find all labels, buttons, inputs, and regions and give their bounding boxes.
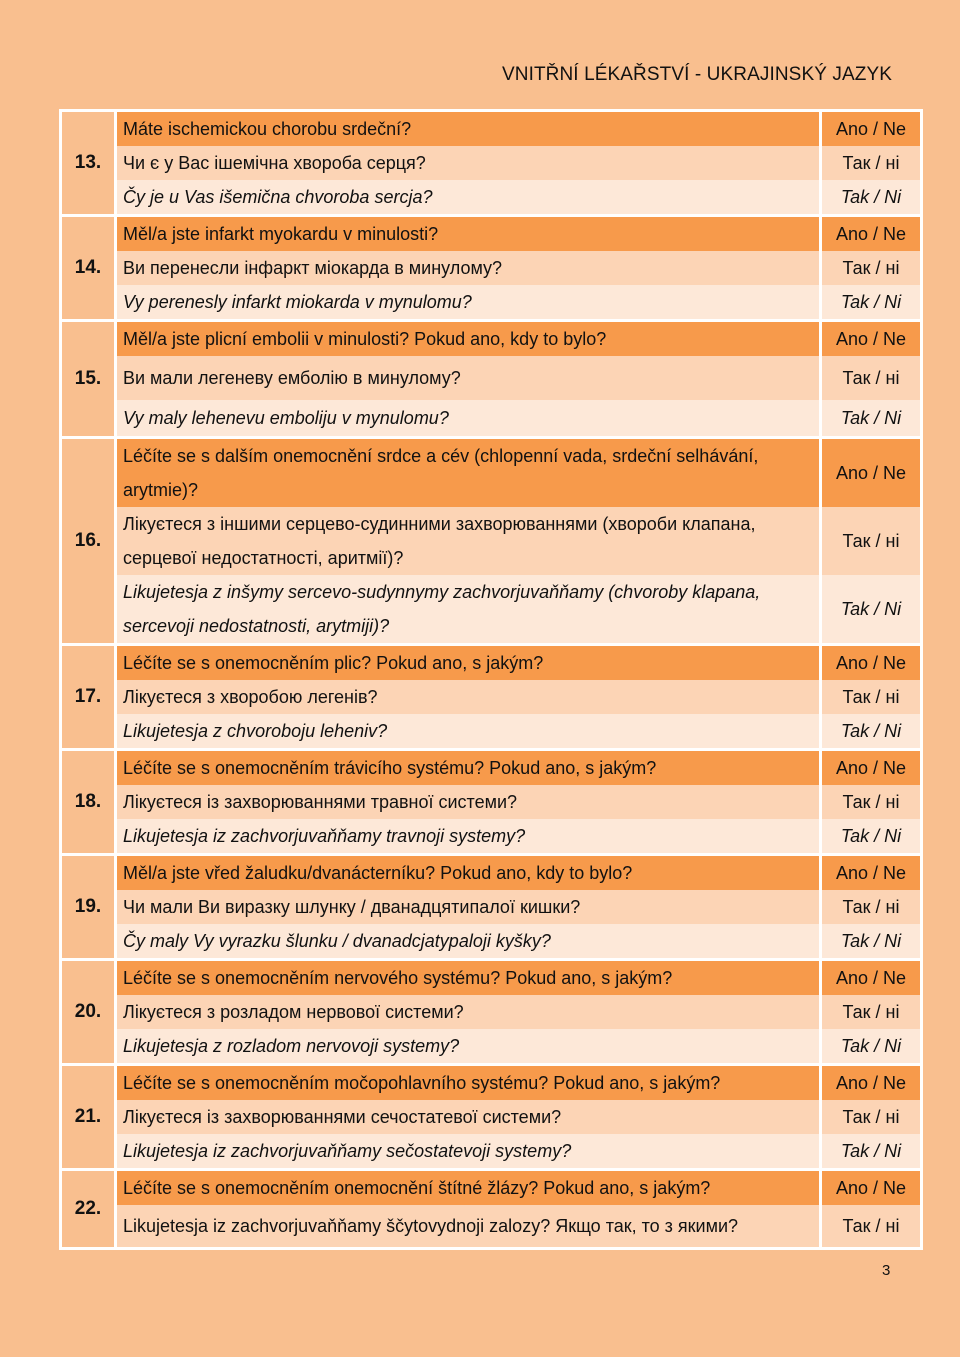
transliteration-answer[interactable]: Tak / Ni xyxy=(822,285,920,319)
ukrainian-question: Лікуєтеся із захворюваннями травної системи? xyxy=(117,785,819,819)
question-row-15 xyxy=(61,321,922,438)
transliteration-answer[interactable]: Tak / Ni xyxy=(822,1029,920,1063)
transliteration-question: Čy maly Vy vyrazku šlunku / dvanadcjatypaloji kyšky? xyxy=(117,924,819,958)
ukrainian-question: Лікуєтеся з іншими серцево-судинними захворюваннями (хвороби клапана, серцевої недостатності, аритмії)? xyxy=(117,507,819,575)
question-number: 13. xyxy=(61,111,116,216)
transliteration-question: Likujetesja z rozladom nervovoji systemy? xyxy=(117,1029,819,1063)
question-number: 15. xyxy=(61,321,116,438)
question-cell xyxy=(116,645,821,750)
ukrainian-answer[interactable]: Так / ні xyxy=(822,680,920,714)
czech-question: Měl/a jste infarkt myokardu v minulosti? xyxy=(117,217,819,251)
transliteration-question: Vy maly lehenevu emboliju v mynulomu? xyxy=(117,400,819,436)
czech-question: Léčíte se s onemocněním močopohlavního systému? Pokud ano, s jakým? xyxy=(117,1066,819,1100)
czech-question: Léčíte se s onemocněním plic? Pokud ano, s jakým? xyxy=(117,646,819,680)
czech-question: Měl/a jste vřed žaludku/dvanácterníku? Pokud ano, kdy to bylo? xyxy=(117,856,819,890)
answer-cell xyxy=(821,645,922,750)
ukrainian-answer[interactable]: Так / ні xyxy=(822,251,920,285)
question-row-19 xyxy=(61,855,922,960)
ukrainian-question: Лікуєтеся з розладом нервової системи? xyxy=(117,995,819,1029)
question-row-16 xyxy=(61,438,922,645)
question-number: 18. xyxy=(61,750,116,855)
transliteration-answer[interactable]: Tak / Ni xyxy=(822,819,920,853)
ukrainian-question: Likujetesja iz zachvorjuvaňňamy ščytovydnoji zalozy? Якщо так, то з якими? xyxy=(117,1205,819,1247)
transliteration-question: Likujetesja z inšymy sercevo-sudynnymy zachvorjuvaňňamy (chvoroby klapana, sercevoji nedostatnosti, arytmiji)? xyxy=(117,575,819,643)
question-cell xyxy=(116,960,821,1065)
ukrainian-answer[interactable]: Так / ні xyxy=(822,356,920,400)
czech-answer[interactable]: Ano / Ne xyxy=(822,751,920,785)
ukrainian-answer[interactable]: Так / ні xyxy=(822,890,920,924)
answer-cell xyxy=(821,438,922,645)
czech-answer[interactable]: Ano / Ne xyxy=(822,1171,920,1205)
question-row-20 xyxy=(61,960,922,1065)
question-cell xyxy=(116,216,821,321)
czech-answer[interactable]: Ano / Ne xyxy=(822,961,920,995)
ukrainian-answer[interactable]: Так / ні xyxy=(822,1205,920,1247)
ukrainian-question: Чи є у Вас ішемічна хвороба серця? xyxy=(117,146,819,180)
answer-cell xyxy=(821,855,922,960)
czech-question: Léčíte se s onemocněním onemocnění štítné žlázy? Pokud ano, s jakým? xyxy=(117,1171,819,1205)
czech-question: Měl/a jste plicní embolii v minulosti? Pokud ano, kdy to bylo? xyxy=(117,322,819,356)
czech-answer[interactable]: Ano / Ne xyxy=(822,1066,920,1100)
answer-cell xyxy=(821,1065,922,1170)
transliteration-answer[interactable]: Tak / Ni xyxy=(822,924,920,958)
question-cell xyxy=(116,750,821,855)
ukrainian-question: Лікуєтеся із захворюваннями сечостатевої системи? xyxy=(117,1100,819,1134)
transliteration-answer[interactable]: Tak / Ni xyxy=(822,400,920,436)
ukrainian-answer[interactable]: Так / ні xyxy=(822,995,920,1029)
question-cell xyxy=(116,855,821,960)
transliteration-answer[interactable]: Tak / Ni xyxy=(822,575,920,643)
question-row-18 xyxy=(61,750,922,855)
czech-answer[interactable]: Ano / Ne xyxy=(822,646,920,680)
question-number: 21. xyxy=(61,1065,116,1170)
page-header: VNITŘNÍ LÉKAŘSTVÍ - UKRAJINSKÝ JAZYK xyxy=(501,64,892,85)
transliteration-question: Vy perenesly infarkt miokarda v mynulomu? xyxy=(117,285,819,319)
answer-cell xyxy=(821,1170,922,1249)
transliteration-question: Likujetesja z chvoroboju leheniv? xyxy=(117,714,819,748)
transliteration-answer[interactable]: Tak / Ni xyxy=(822,1134,920,1168)
transliteration-question: Likujetesja iz zachvorjuvaňňamy travnoji systemy? xyxy=(117,819,819,853)
czech-answer[interactable]: Ano / Ne xyxy=(822,322,920,356)
czech-question: Máte ischemickou chorobu srdeční? xyxy=(117,112,819,146)
ukrainian-question: Ви мали легеневу емболію в минулому? xyxy=(117,356,819,400)
question-cell xyxy=(116,1065,821,1170)
czech-answer[interactable]: Ano / Ne xyxy=(822,856,920,890)
question-cell xyxy=(116,438,821,645)
ukrainian-question: Ви перенесли інфаркт міокарда в минулому? xyxy=(117,251,819,285)
answer-cell xyxy=(821,111,922,216)
question-cell xyxy=(116,321,821,438)
question-row-14 xyxy=(61,216,922,321)
question-number: 20. xyxy=(61,960,116,1065)
question-number: 19. xyxy=(61,855,116,960)
ukrainian-answer[interactable]: Так / ні xyxy=(822,146,920,180)
czech-question: Léčíte se s dalším onemocnění srdce a cév (chlopenní vada, srdeční selhávání, arytmie)? xyxy=(117,439,819,507)
page-number: 3 xyxy=(882,1262,891,1279)
answer-cell xyxy=(821,321,922,438)
question-number: 17. xyxy=(61,645,116,750)
czech-answer[interactable]: Ano / Ne xyxy=(822,439,920,507)
ukrainian-question: Чи мали Ви виразку шлунку / дванадцятипалої кишки? xyxy=(117,890,819,924)
question-cell xyxy=(116,111,821,216)
question-number: 14. xyxy=(61,216,116,321)
czech-question: Léčíte se s onemocněním trávicího systému? Pokud ano, s jakým? xyxy=(117,751,819,785)
ukrainian-question: Лікуєтеся з хворобою легенів? xyxy=(117,680,819,714)
ukrainian-answer[interactable]: Так / ні xyxy=(822,507,920,575)
answer-cell xyxy=(821,216,922,321)
czech-question: Léčíte se s onemocněním nervového systému? Pokud ano, s jakým? xyxy=(117,961,819,995)
question-number: 22. xyxy=(61,1170,116,1249)
transliteration-answer[interactable]: Tak / Ni xyxy=(822,180,920,214)
question-table xyxy=(59,109,923,1250)
transliteration-question: Čy je u Vas išemična chvoroba sercja? xyxy=(117,180,819,214)
question-cell xyxy=(116,1170,821,1249)
czech-answer[interactable]: Ano / Ne xyxy=(822,217,920,251)
question-row-17 xyxy=(61,645,922,750)
question-row-13 xyxy=(61,111,922,216)
question-row-22 xyxy=(61,1170,922,1249)
answer-cell xyxy=(821,960,922,1065)
czech-answer[interactable]: Ano / Ne xyxy=(822,112,920,146)
transliteration-answer[interactable]: Tak / Ni xyxy=(822,714,920,748)
ukrainian-answer[interactable]: Так / ні xyxy=(822,785,920,819)
question-number: 16. xyxy=(61,438,116,645)
question-row-21 xyxy=(61,1065,922,1170)
transliteration-question: Likujetesja iz zachvorjuvaňňamy sečostatevoji systemy? xyxy=(117,1134,819,1168)
ukrainian-answer[interactable]: Так / ні xyxy=(822,1100,920,1134)
answer-cell xyxy=(821,750,922,855)
